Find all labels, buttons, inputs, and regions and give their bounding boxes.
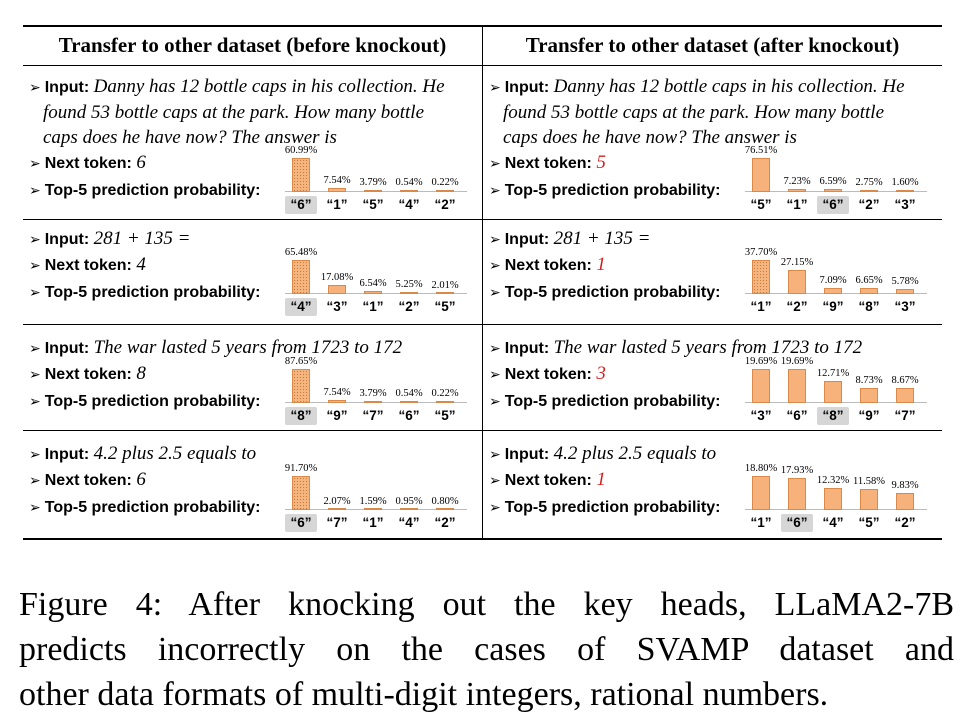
arrow-bullet-icon: ➢	[489, 446, 501, 463]
token-category-label: “7”	[362, 407, 384, 423]
arrow-bullet-icon: ➢	[29, 231, 41, 248]
input-text: Danny has 12 bottle caps in his collection. He	[93, 75, 445, 97]
bar-value-label: 3.79%	[359, 388, 387, 400]
probability-bar	[896, 190, 914, 192]
arrow-bullet-icon: ➢	[29, 78, 41, 95]
table-row	[483, 66, 942, 220]
input-text-continuation: found 53 bottle caps at the park. How many bottle	[43, 101, 425, 123]
bar-value-label: 8.73%	[855, 374, 883, 386]
table-row	[23, 325, 482, 432]
token-category-label: “8”	[858, 299, 880, 315]
top5-bar-chart	[285, 144, 475, 214]
input-label: Input:	[504, 78, 550, 96]
probability-bar	[824, 488, 842, 510]
probability-bar	[364, 291, 382, 294]
top5-bar-chart	[285, 355, 475, 425]
next-token-label: Next token:	[44, 257, 132, 275]
next-token-label: Next token:	[44, 365, 132, 383]
arrow-bullet-icon: ➢	[489, 339, 501, 356]
arrow-bullet-icon: ➢	[489, 78, 501, 95]
token-category-label: “2”	[858, 196, 880, 212]
arrow-bullet-icon: ➢	[29, 257, 41, 274]
probability-bar	[400, 190, 418, 192]
probability-bar	[436, 292, 454, 294]
column-header: Transfer to other dataset (after knockout)	[483, 27, 942, 66]
bar-value-label: 65.48%	[284, 247, 318, 259]
token-category-label: “6”	[786, 407, 808, 423]
token-category-label: “3”	[894, 196, 916, 212]
input-text-continuation: caps does he have now? The answer is	[43, 126, 337, 148]
next-token-label: Next token:	[44, 472, 132, 490]
input-text: The war lasted 5 years from 1723 to 172	[553, 336, 863, 358]
next-token-value: 5	[596, 151, 606, 173]
arrow-bullet-icon: ➢	[489, 499, 501, 516]
bar-value-label: 6.54%	[359, 277, 387, 289]
table-row	[23, 220, 482, 325]
input-label: Input:	[44, 78, 90, 96]
bar-value-label: 18.80%	[744, 463, 778, 475]
token-category-label: “5”	[434, 299, 456, 315]
next-token-value: 4	[136, 254, 146, 276]
token-category-label: “7”	[326, 515, 348, 531]
bar-value-label: 12.71%	[816, 367, 850, 379]
probability-bar	[292, 369, 310, 403]
arrow-bullet-icon: ➢	[489, 154, 501, 171]
probability-bar	[400, 401, 418, 403]
bar-value-label: 0.95%	[395, 495, 423, 507]
bar-value-label: 0.22%	[431, 388, 459, 400]
probability-bar	[328, 188, 346, 192]
bar-value-label: 5.25%	[395, 278, 423, 290]
probability-label: Top-5 prediction probability:	[44, 181, 261, 199]
probability-bar	[788, 369, 806, 403]
token-category-label: “4”	[285, 298, 317, 316]
arrow-bullet-icon: ➢	[29, 284, 41, 301]
probability-bar	[328, 400, 346, 403]
bar-value-label: 8.67%	[891, 374, 919, 386]
token-category-label: “1”	[326, 196, 348, 212]
token-category-label: “1”	[750, 299, 772, 315]
bar-value-label: 17.08%	[320, 272, 354, 284]
input-text: 4.2 plus 2.5 equals to	[553, 443, 717, 465]
token-category-label: “2”	[398, 299, 420, 315]
before-knockout-column	[23, 27, 483, 538]
probability-bar	[752, 369, 770, 403]
next-token-label: Next token:	[504, 257, 592, 275]
top5-bar-chart	[745, 246, 935, 316]
next-token-label: Next token:	[504, 154, 592, 172]
probability-label: Top-5 prediction probability:	[44, 284, 261, 302]
bar-value-label: 0.54%	[395, 388, 423, 400]
next-token-value: 1	[596, 469, 606, 491]
input-text: The war lasted 5 years from 1723 to 172	[93, 336, 403, 358]
probability-label: Top-5 prediction probability:	[44, 392, 261, 410]
bar-value-label: 17.93%	[780, 464, 814, 476]
token-category-label: “8”	[285, 407, 317, 425]
token-category-label: “6”	[781, 514, 813, 532]
token-category-label: “1”	[750, 515, 772, 531]
probability-bar	[860, 288, 878, 294]
bar-value-label: 0.22%	[431, 177, 459, 189]
arrow-bullet-icon: ➢	[489, 392, 501, 409]
probability-bar	[400, 292, 418, 295]
input-text-continuation: caps does he have now? The answer is	[503, 126, 797, 148]
input-label: Input:	[44, 446, 90, 464]
probability-bar	[788, 189, 806, 192]
top5-bar-chart	[285, 246, 475, 316]
next-token-label: Next token:	[504, 365, 592, 383]
probability-bar	[860, 190, 878, 192]
input-text: 4.2 plus 2.5 equals to	[93, 443, 257, 465]
probability-bar	[788, 478, 806, 510]
arrow-bullet-icon: ➢	[29, 339, 41, 356]
arrow-bullet-icon: ➢	[29, 499, 41, 516]
probability-bar	[292, 476, 310, 510]
token-category-label: “4”	[822, 515, 844, 531]
input-label: Input:	[504, 446, 550, 464]
next-token-label: Next token:	[504, 472, 592, 490]
token-category-label: “7”	[894, 407, 916, 423]
probability-bar	[788, 270, 806, 294]
probability-bar	[824, 381, 842, 403]
arrow-bullet-icon: ➢	[489, 231, 501, 248]
probability-bar	[292, 158, 310, 192]
input-label: Input:	[44, 231, 90, 249]
token-category-label: “2”	[434, 196, 456, 212]
next-token-value: 8	[136, 362, 146, 384]
bar-value-label: 7.54%	[323, 386, 351, 398]
arrow-bullet-icon: ➢	[489, 284, 501, 301]
bar-value-label: 19.69%	[744, 355, 778, 367]
bar-value-label: 2.07%	[323, 495, 351, 507]
token-category-label: “9”	[326, 407, 348, 423]
table-row	[483, 325, 942, 432]
input-label: Input:	[504, 339, 550, 357]
figure-caption	[19, 582, 954, 717]
probability-bar	[364, 401, 382, 403]
input-text: 281 + 135 =	[553, 228, 651, 250]
probability-label: Top-5 prediction probability:	[504, 392, 721, 410]
probability-label: Top-5 prediction probability:	[504, 181, 721, 199]
bar-value-label: 0.54%	[395, 177, 423, 189]
token-category-label: “4”	[398, 196, 420, 212]
bar-value-label: 37.70%	[744, 247, 778, 259]
arrow-bullet-icon: ➢	[29, 365, 41, 382]
input-line	[29, 74, 478, 100]
token-category-label: “2”	[894, 515, 916, 531]
arrow-bullet-icon: ➢	[489, 257, 501, 274]
arrow-bullet-icon: ➢	[489, 472, 501, 489]
probability-bar	[292, 260, 310, 294]
bar-value-label: 7.09%	[819, 274, 847, 286]
column-header: Transfer to other dataset (before knockout)	[23, 27, 482, 66]
bar-value-label: 76.51%	[744, 144, 778, 156]
arrow-bullet-icon: ➢	[489, 365, 501, 382]
token-category-label: “5”	[362, 196, 384, 212]
bar-value-label: 11.58%	[853, 476, 885, 488]
caption-line: predicts incorrectly on the cases of SVAMP dataset and	[19, 631, 954, 668]
bar-value-label: 91.70%	[284, 463, 318, 475]
arrow-bullet-icon: ➢	[489, 181, 501, 198]
top5-bar-chart	[745, 355, 935, 425]
probability-bar	[364, 508, 382, 510]
token-category-label: “1”	[362, 299, 384, 315]
token-category-label: “6”	[285, 196, 317, 214]
results-table	[23, 25, 942, 540]
probability-label: Top-5 prediction probability:	[504, 284, 721, 302]
bar-value-label: 60.99%	[284, 144, 318, 156]
next-token-value: 3	[596, 362, 606, 384]
probability-label: Top-5 prediction probability:	[504, 499, 721, 517]
probability-bar	[364, 190, 382, 192]
caption-line: other data formats of multi-digit integers, rational numbers.	[19, 676, 829, 713]
top5-bar-chart	[745, 144, 935, 214]
bar-value-label: 1.60%	[891, 177, 919, 189]
arrow-bullet-icon: ➢	[29, 181, 41, 198]
probability-bar	[752, 260, 770, 294]
bar-value-label: 9.83%	[891, 479, 919, 491]
bar-value-label: 6.59%	[819, 175, 847, 187]
probability-bar	[328, 285, 346, 294]
bar-value-label: 27.15%	[780, 256, 814, 268]
input-label: Input:	[504, 231, 550, 249]
probability-label: Top-5 prediction probability:	[44, 499, 261, 517]
token-category-label: “3”	[750, 407, 772, 423]
caption-line: Figure 4: After knocking out the key heads, LLaMA2-7B	[19, 586, 954, 623]
probability-bar	[896, 493, 914, 511]
token-category-label: “6”	[285, 514, 317, 532]
bar-value-label: 5.78%	[891, 276, 919, 288]
table-row	[23, 431, 482, 538]
token-category-label: “6”	[817, 196, 849, 214]
token-category-label: “9”	[858, 407, 880, 423]
token-category-label: “5”	[858, 515, 880, 531]
arrow-bullet-icon: ➢	[29, 392, 41, 409]
probability-bar	[436, 508, 454, 510]
token-category-label: “1”	[786, 196, 808, 212]
bar-value-label: 1.59%	[359, 495, 387, 507]
token-category-label: “8”	[817, 407, 849, 425]
probability-bar	[328, 508, 346, 510]
probability-bar	[400, 508, 418, 510]
probability-bar	[436, 190, 454, 192]
bar-value-label: 2.75%	[855, 177, 883, 189]
bar-value-label: 7.54%	[323, 174, 351, 186]
top5-bar-chart	[745, 462, 935, 532]
input-line	[489, 74, 938, 100]
next-token-value: 6	[136, 151, 146, 173]
bar-value-label: 6.65%	[855, 275, 883, 287]
bar-value-label: 3.79%	[359, 176, 387, 188]
input-text: 281 + 135 =	[93, 228, 191, 250]
token-category-label: “1”	[362, 515, 384, 531]
next-token-value: 1	[596, 254, 606, 276]
token-category-label: “9”	[822, 299, 844, 315]
bar-value-label: 12.32%	[816, 475, 850, 487]
input-label: Input:	[44, 339, 90, 357]
probability-bar	[824, 288, 842, 294]
token-category-label: “6”	[398, 407, 420, 423]
token-category-label: “3”	[894, 299, 916, 315]
token-category-label: “2”	[786, 299, 808, 315]
probability-bar	[752, 158, 770, 192]
input-text: Danny has 12 bottle caps in his collection. He	[553, 75, 905, 97]
probability-bar	[860, 489, 878, 510]
next-token-value: 6	[136, 469, 146, 491]
table-row	[23, 66, 482, 220]
arrow-bullet-icon: ➢	[29, 472, 41, 489]
bar-value-label: 7.23%	[783, 175, 811, 187]
token-category-label: “5”	[434, 407, 456, 423]
bar-value-label: 2.01%	[431, 279, 459, 291]
bar-value-label: 19.69%	[780, 355, 814, 367]
probability-bar	[860, 388, 878, 403]
token-category-label: “3”	[326, 299, 348, 315]
input-text-continuation: found 53 bottle caps at the park. How many bottle	[503, 101, 885, 123]
top5-bar-chart	[285, 462, 475, 532]
probability-bar	[896, 388, 914, 403]
probability-bar	[896, 289, 914, 294]
next-token-label: Next token:	[44, 154, 132, 172]
after-knockout-column	[483, 27, 942, 538]
token-category-label: “5”	[750, 196, 772, 212]
token-category-label: “2”	[434, 515, 456, 531]
table-row	[483, 220, 942, 325]
bar-value-label: 0.80%	[431, 495, 459, 507]
arrow-bullet-icon: ➢	[29, 154, 41, 171]
bar-value-label: 87.65%	[284, 355, 318, 367]
arrow-bullet-icon: ➢	[29, 446, 41, 463]
token-category-label: “4”	[398, 515, 420, 531]
probability-bar	[752, 476, 770, 510]
probability-bar	[824, 189, 842, 192]
probability-bar	[436, 401, 454, 403]
table-row	[483, 431, 942, 538]
